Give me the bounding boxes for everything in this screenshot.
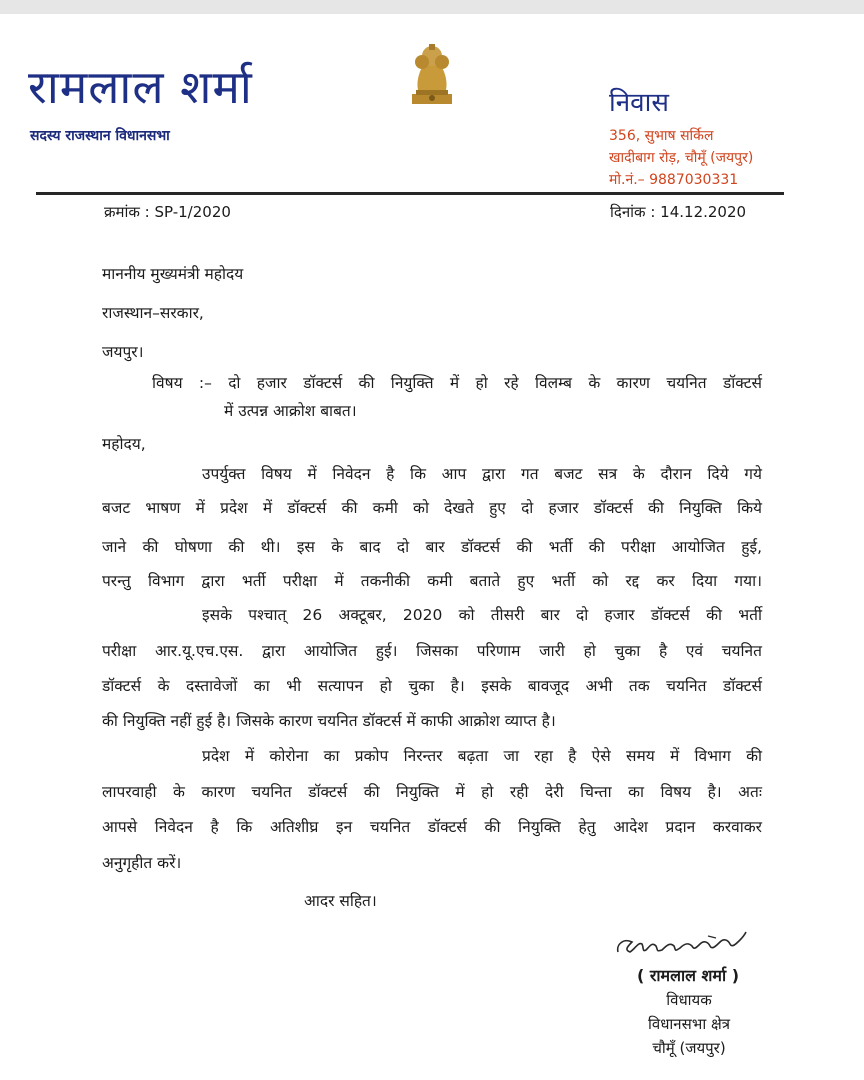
body-line: जाने की घोषणा की थी। इस के बाद दो बार डॉक्टर्स की भर्ती की परीक्षा आयोजित हुई, [102, 538, 762, 556]
subject-line-1: विषय :– दो हजार डॉक्टर्स की नियुक्ति में हो रहे विलम्ब के कारण चयनित डॉक्टर्स [152, 374, 762, 392]
recipient-line-2: राजस्थान–सरकार, [102, 304, 204, 322]
phone-number: मो.नं.– 9887030331 [609, 172, 739, 188]
recipient-line-3: जयपुर। [102, 343, 144, 361]
letterhead-name: रामलाल शर्मा [28, 60, 253, 114]
reference-number: क्रमांक : SP-1/2020 [104, 203, 231, 221]
header-divider [36, 192, 784, 195]
signatory-name: ( रामलाल शर्मा ) [636, 966, 740, 985]
body-line: परन्तु विभाग द्वारा भर्ती परीक्षा में तकनीकी कमी बताते हुए भर्ती को रद्द कर दिया गया। [102, 572, 762, 590]
salutation: महोदय, [102, 435, 146, 453]
address-line-2: खादीबाग रोड़, चौमूँ (जयपुर) [609, 150, 754, 166]
letter-date: दिनांक : 14.12.2020 [610, 203, 747, 221]
body-line: अनुगृहीत करें। [102, 854, 182, 872]
body-line: आपसे निवेदन है कि अतिशीघ्र इन चयनित डॉक्टर्स की नियुक्ति हेतु आदेश प्रदान करवाकर [102, 818, 762, 836]
body-line: प्रदेश में कोरोना का प्रकोप निरन्तर बढ़ता जा रहा है ऐसे समय में विभाग की [202, 747, 762, 765]
signatory-constituency: चौमूँ (जयपुर) [652, 1039, 726, 1057]
residence-title: निवास [609, 88, 669, 118]
body-line: परीक्षा आर.यू.एच.एस. द्वारा आयोजित हुई। जिसका परिणाम जारी हो चुका है एवं चयनित [102, 642, 762, 660]
address-line-1: 356, सुभाष सर्किल [609, 128, 714, 144]
recipient-line-1: माननीय मुख्यमंत्री महोदय [102, 265, 244, 283]
body-line: की नियुक्ति नहीं हुई है। जिसके कारण चयनित डॉक्टर्स में काफी आक्रोश व्याप्त है। [102, 712, 556, 730]
handwritten-signature [612, 926, 752, 962]
body-line: डॉक्टर्स के दस्तावेजों का भी सत्यापन हो चुका है। इसके बावजूद अभी तक चयनित डॉक्टर्स [102, 677, 762, 695]
body-line: इसके पश्चात् 26 अक्टूबर, 2020 को तीसरी बार दो हजार डॉक्टर्स की भर्ती [202, 606, 762, 624]
signatory-constituency-label: विधानसभा क्षेत्र [647, 1015, 731, 1033]
top-border [0, 0, 864, 14]
body-line: बजट भाषण में प्रदेश में डॉक्टर्स की कमी को देखते हुए दो हजार डॉक्टर्स की नियुक्ति किये [102, 499, 762, 517]
subject-line-2: में उत्पन्न आक्रोश बाबत। [224, 402, 357, 420]
signatory-title: विधायक [666, 991, 712, 1009]
body-line: लापरवाही के कारण चयनित डॉक्टर्स की नियुक्ति में हो रही देरी चिन्ता का विषय है। अतः [102, 783, 762, 801]
state-emblem-icon [404, 40, 460, 106]
letterhead-designation: सदस्य राजस्थान विधानसभा [30, 128, 170, 144]
closing: आदर सहित। [304, 892, 377, 910]
body-line: उपर्युक्त विषय में निवेदन है कि आप द्वारा गत बजट सत्र के दौरान दिये गये [202, 465, 762, 483]
